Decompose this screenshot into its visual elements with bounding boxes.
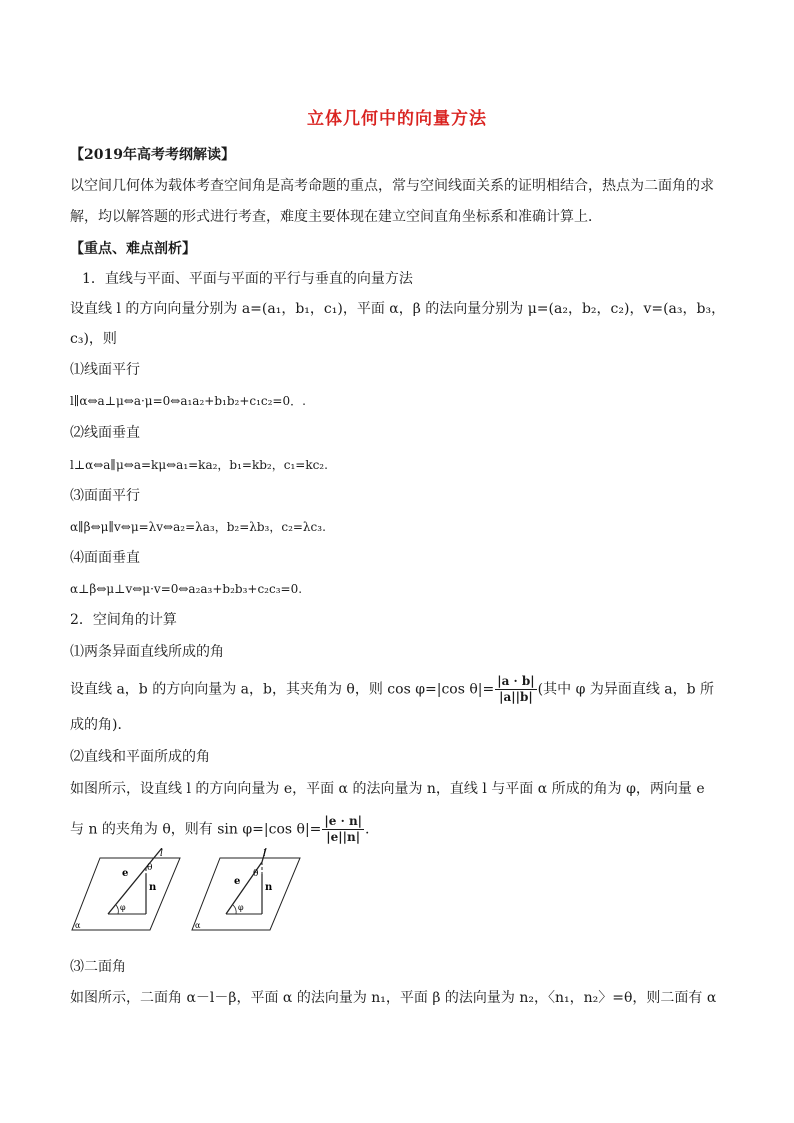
label-theta: θ <box>147 863 153 873</box>
line-plane-text-post: . <box>365 821 370 838</box>
sub-plane-plane-parallel: ⑶面面平行 <box>70 488 140 504</box>
formula-plane-plane-parallel: α∥β⇔μ∥v⇔μ=λv⇔a₂=λa₃，b₂=λb₃，c₂=λc₃. <box>70 520 326 534</box>
label-alpha: α <box>75 921 81 930</box>
formula-line-plane-perpendicular: l⊥α⇔a∥μ⇔a=kμ⇔a₁=ka₂，b₁=kb₂，c₁=kc₂. <box>70 458 328 472</box>
outline-paragraph-line-2: 解，均以解答题的形式进行考查，难度主要体现在建立空间直角坐标系和准确计算上． <box>70 209 602 225</box>
sub-plane-plane-perpendicular: ⑷面面垂直 <box>70 550 140 566</box>
formula-line-plane-parallel: l∥α⇔a⊥μ⇔a·μ=0⇔a₁a₂+b₁b₂+c₁c₂=0．. <box>70 394 306 408</box>
sub-line-plane-parallel: ⑴线面平行 <box>70 362 140 378</box>
outline-paragraph-line-1: 以空间几何体为载体考查空间角是高考命题的重点，常与空间线面关系的证明相结合，热点为二面角的求 <box>70 178 714 194</box>
sub-skew-lines-angle: ⑴两条异面直线所成的角 <box>70 644 224 660</box>
angle-phi-arc <box>116 905 118 914</box>
sub-line-plane-angle: ⑵直线和平面所成的角 <box>70 749 210 765</box>
fraction-denominator: |a||b| <box>499 690 533 704</box>
line-plane-paragraph-line-1: 如图所示，设直线 l 的方向向量为 e，平面 α 的法向量为 n，直线 l 与平面 α 所成的角为 φ，两向量 e <box>70 781 705 797</box>
label-e: e <box>234 876 241 887</box>
line-plane-fraction <box>322 814 364 845</box>
skew-angle-fraction <box>495 674 536 705</box>
figure-line-plane-1 <box>70 848 182 936</box>
label-theta: θ <box>253 869 259 879</box>
figure-line-plane-2 <box>190 848 302 936</box>
skew-angle-paragraph-line-1 <box>70 674 714 705</box>
label-l: l <box>160 849 163 859</box>
formula-plane-plane-perpendicular: α⊥β⇔μ⊥v⇔μ·v=0⇔a₂a₃+b₂b₃+c₂c₃=0. <box>70 582 303 596</box>
skew-angle-paragraph-line-2: 成的角)． <box>70 717 132 733</box>
fraction-denominator: |e||n| <box>326 830 361 844</box>
label-e: e <box>122 868 129 879</box>
line-plane-text-pre: 与 n 的夹角为 θ，则有 sin φ=|cos θ|= <box>70 821 322 838</box>
skew-angle-text-pre: 设直线 a，b 的方向向量为 a，b，其夹角为 θ，则 cos φ=|cos θ|= <box>70 681 495 698</box>
line-plane-paragraph-line-2 <box>70 814 369 845</box>
plane-alpha-outline <box>192 858 300 930</box>
page-title: 立体几何中的向量方法 <box>307 109 487 129</box>
fraction-numerator: |e · n| <box>324 814 363 828</box>
label-phi: φ <box>238 903 244 912</box>
setup-paragraph-line-1: 设直线 l 的方向向量分别为 a=(a₁，b₁，c₁)，平面 α，β 的法向量分别为 μ=(a₂，b₂，c₂)，v=(a₃，b₃， <box>70 301 726 317</box>
sub-line-plane-perpendicular: ⑵线面垂直 <box>70 425 140 441</box>
setup-paragraph-line-2: c₃)，则 <box>70 331 117 347</box>
sub-dihedral-angle: ⑶二面角 <box>70 959 126 975</box>
heading-space-angle: 2．空间角的计算 <box>70 612 177 628</box>
section-outline-heading: 【2019年高考考纲解读】 <box>70 147 235 163</box>
heading-parallel-perpendicular: 1．直线与平面、平面与平面的平行与垂直的向量方法 <box>82 271 413 287</box>
section-key-heading: 【重点、难点剖析】 <box>70 241 196 257</box>
label-n: n <box>149 882 157 893</box>
label-n: n <box>265 882 273 893</box>
dihedral-paragraph-line-1: 如图所示，二面角 α－l－β，平面 α 的法向量为 n₁，平面 β 的法向量为 n₂，〈n₁，n₂〉=θ，则二面有 α <box>70 990 717 1006</box>
angle-phi-arc <box>233 905 236 914</box>
label-l: l <box>263 849 266 859</box>
label-phi: φ <box>120 903 126 912</box>
label-alpha: α <box>195 921 201 930</box>
fraction-numerator: |a · b| <box>497 674 535 688</box>
skew-angle-text-post: (其中 φ 为异面直线 a，b 所 <box>537 681 715 698</box>
